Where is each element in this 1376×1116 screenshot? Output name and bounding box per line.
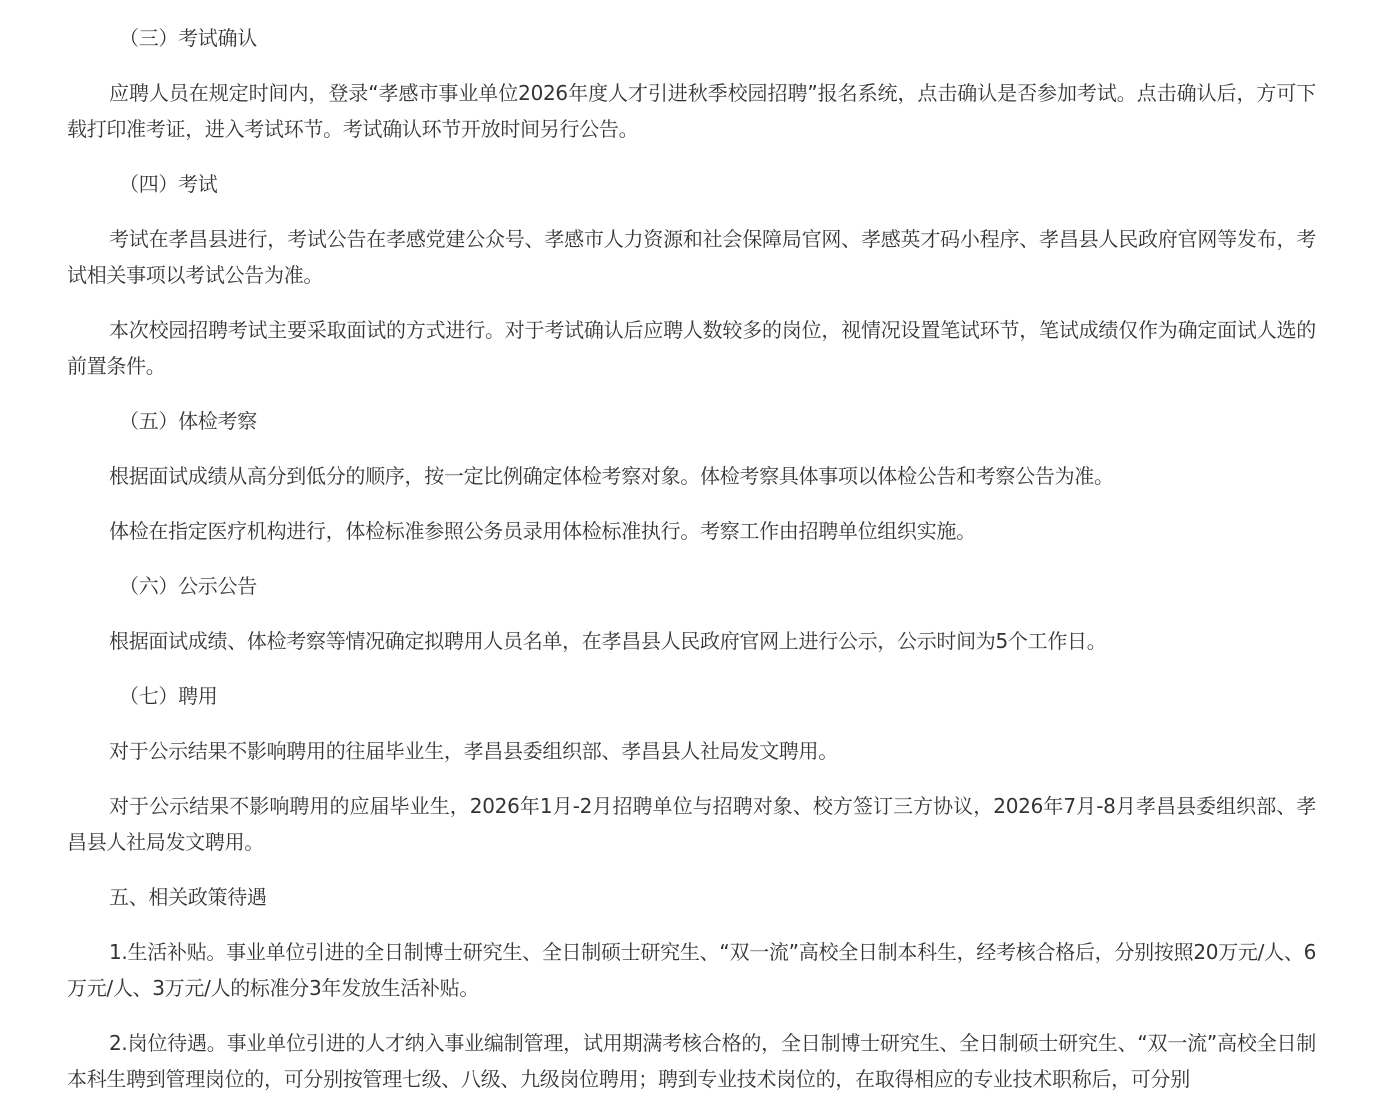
paragraph-publicity: 根据面试成绩、体检考察等情况确定拟聘用人员名单，在孝昌县人民政府官网上进行公示，公示时间为5个工作日。 [109,629,1107,653]
paragraph-physical-exam-standard: 体检在指定医疗机构进行，体检标准参照公务员录用体检标准执行。考察工作由招聘单位组织实施。 [109,519,976,543]
paragraph-exam-location: 考试在孝昌县进行，考试公告在孝感党建公众号、孝感市人力资源和社会保障局官网、孝感英才码小程序、孝昌县人民政府官网等发布，考试相关事项以考试公告为准。 [67,227,1316,287]
article-body [67,20,1316,1116]
section-heading-policy: 五、相关政策待遇 [109,885,267,909]
subheading-exam-confirmation: （三）考试确认 [119,26,257,50]
paragraph-exam-method: 本次校园招聘考试主要采取面试的方式进行。对于考试确认后应聘人数较多的岗位，视情况设置笔试环节，笔试成绩仅作为确定面试人选的前置条件。 [67,318,1316,378]
paragraph-position-benefits: 2.岗位待遇。事业单位引进的人才纳入事业编制管理，试用期满考核合格的，全日制博士研究生、全日制硕士研究生、“双一流”高校全日制本科生聘到管理岗位的，可分别按管理七级、八级、九级岗位聘用；聘到专业技术岗位的，在取得相应的专业技术职称后，可分别 [67,1031,1316,1091]
subheading-publicity: （六）公示公告 [119,574,257,598]
paragraph-physical-exam-selection: 根据面试成绩从高分到低分的顺序，按一定比例确定体检考察对象。体检考察具体事项以体检公告和考察公告为准。 [109,464,1114,488]
subheading-employment: （七）聘用 [119,684,218,708]
subheading-exam: （四）考试 [119,172,218,196]
paragraph-employment-previous-graduates: 对于公示结果不影响聘用的往届毕业生，孝昌县委组织部、孝昌县人社局发文聘用。 [109,739,838,763]
paragraph-employment-fresh-graduates: 对于公示结果不影响聘用的应届毕业生，2026年1月-2月招聘单位与招聘对象、校方签订三方协议，2026年7月-8月孝昌县委组织部、孝昌县人社局发文聘用。 [67,794,1316,854]
paragraph-living-subsidy: 1.生活补贴。事业单位引进的全日制博士研究生、全日制硕士研究生、“双一流”高校全日制本科生，经考核合格后，分别按照20万元/人、6万元/人、3万元/人的标准分3年发放生活补贴。 [67,940,1316,1000]
subheading-physical-exam: （五）体检考察 [119,409,257,433]
paragraph-exam-confirmation: 应聘人员在规定时间内，登录“孝感市事业单位2026年度人才引进秋季校园招聘”报名系统，点击确认是否参加考试。点击确认后，方可下载打印准考证，进入考试环节。考试确认环节开放时间另行公告。 [67,81,1316,141]
